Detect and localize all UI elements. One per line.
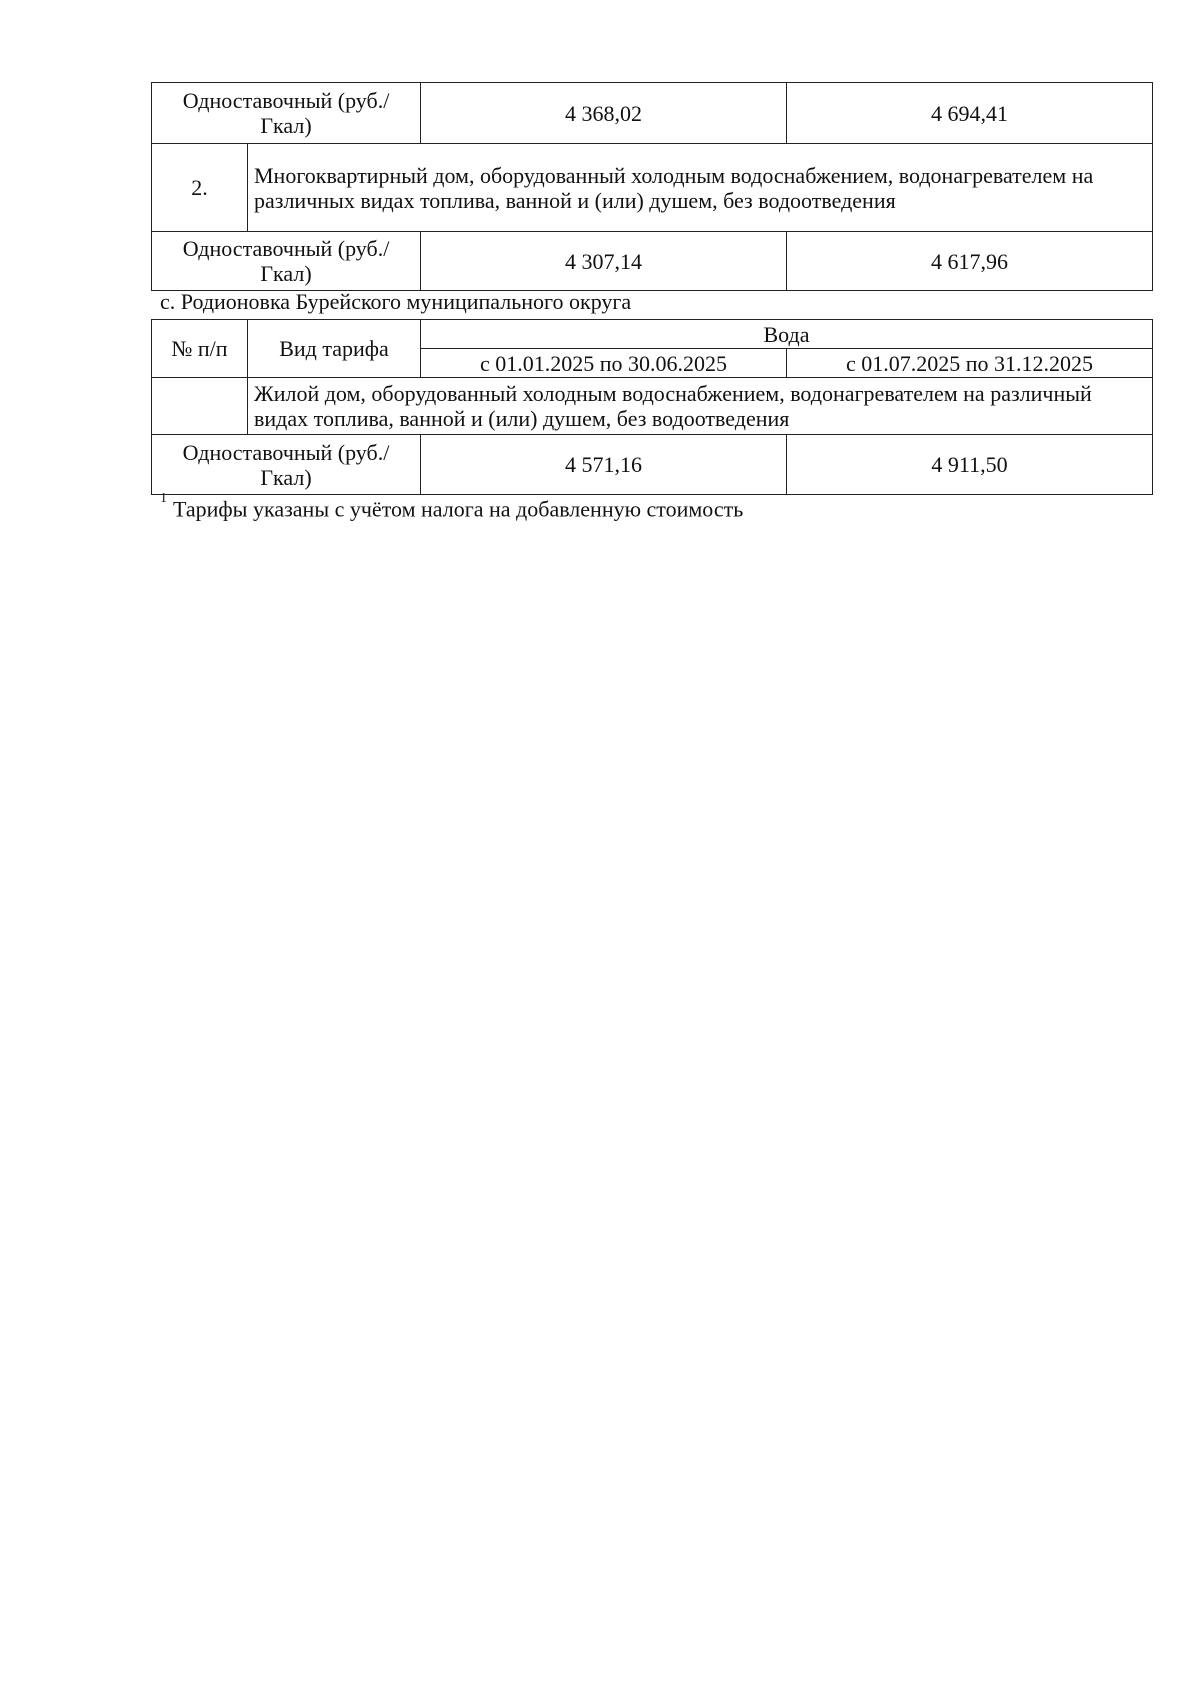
footnote: [160, 492, 743, 522]
locality-caption: с. Родионовка Бурейского муниципального округа: [160, 289, 632, 314]
tariff-table-2: [151, 319, 1153, 495]
row-number-cell: [152, 378, 248, 435]
header-period1: с 01.01.2025 по 30.06.2025: [421, 349, 787, 378]
tariff-value-period2: 4 617,96: [787, 232, 1153, 291]
footnote-text: Тарифы указаны с учётом налога на добавленную стоимость: [173, 496, 744, 522]
tariff-type-cell: Одноставочный (руб./Гкал): [152, 435, 421, 495]
category-description-cell: Жилой дом, оборудованный холодным водоснабжением, водонагревателем на различный видах топлива, ванной и (или) душем, без водоотведения: [248, 378, 1153, 435]
header-period2: с 01.07.2025 по 31.12.2025: [787, 349, 1153, 378]
table-row: [152, 435, 1153, 495]
category-description-cell: Многоквартирный дом, оборудованный холодным водоснабжением, водонагревателем на различных видах топлива, ванной и (или) душем, без водоотведения: [248, 144, 1153, 232]
header-row: [152, 320, 1153, 349]
tariff-value-period2: 4 911,50: [787, 435, 1153, 495]
table-row: [152, 378, 1153, 435]
table-row: [152, 232, 1153, 291]
footnote-mark: 1: [160, 491, 167, 506]
tariff-value-period2: 4 694,41: [787, 83, 1153, 144]
tariff-value-period1: 4 368,02: [421, 83, 787, 144]
tariff-type-cell: Одноставочный (руб./Гкал): [152, 232, 421, 291]
tariff-value-period1: 4 307,14: [421, 232, 787, 291]
header-tariff-type: Вид тарифа: [248, 320, 421, 378]
row-number-cell: 2.: [152, 144, 248, 232]
tariff-type-cell: Одноставочный (руб./Гкал): [152, 83, 421, 144]
table-row: [152, 144, 1153, 232]
header-water: Вода: [421, 320, 1153, 349]
tariff-value-period1: 4 571,16: [421, 435, 787, 495]
table-row: [152, 83, 1153, 144]
header-number: № п/п: [152, 320, 248, 378]
tariff-table-1: [151, 82, 1153, 291]
